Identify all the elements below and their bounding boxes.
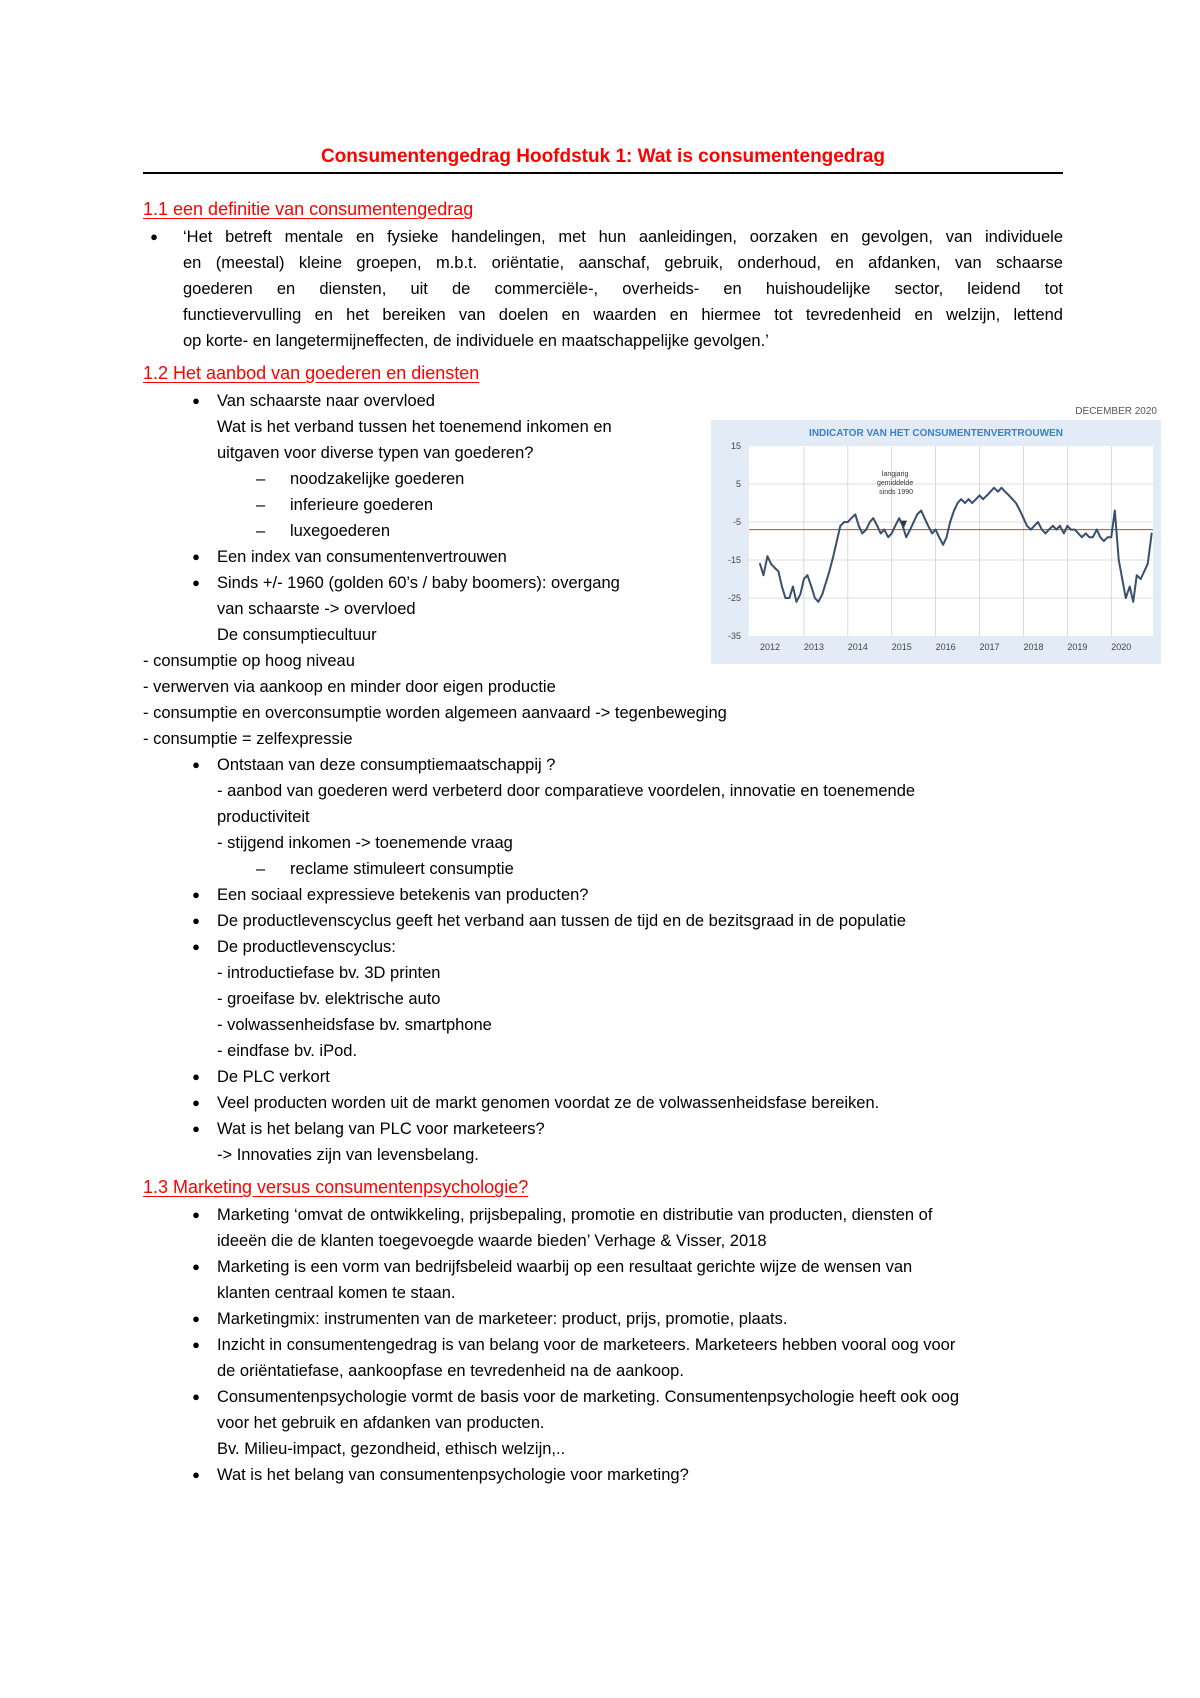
- bullet-icon: ●: [192, 575, 200, 590]
- data-point: [843, 521, 845, 523]
- data-point: [1088, 536, 1090, 538]
- data-point: [1023, 517, 1025, 519]
- x-tick-label: 2018: [1023, 642, 1044, 652]
- bullet-text: De consumptiecultuur: [217, 626, 377, 644]
- dash-icon: –: [256, 860, 266, 878]
- bullet-text: Consumentenpsychologie vormt de basis voor de marketing. Consumentenpsychologie heeft ook oog: [217, 1388, 960, 1406]
- data-point: [982, 498, 984, 500]
- bullet-text: - eindfase bv. iPod.: [217, 1042, 358, 1060]
- data-point: [850, 517, 852, 519]
- bullet-text: Ontstaan van deze consumptiemaatschappij ?: [217, 756, 556, 774]
- bullet-icon: ●: [192, 1259, 200, 1274]
- bullet-icon: ●: [192, 1095, 200, 1110]
- data-point: [1077, 533, 1079, 535]
- data-point: [825, 582, 827, 584]
- data-point: [1066, 525, 1068, 527]
- data-point: [1096, 529, 1098, 531]
- data-point: [1103, 540, 1105, 542]
- title-underline: [143, 172, 1063, 174]
- section-heading-1-1: 1.1 een definitie van consumentengedrag: [143, 199, 474, 219]
- chart-title: INDICATOR VAN HET CONSUMENTENVERTROUWEN: [809, 428, 1063, 439]
- data-point: [898, 517, 900, 519]
- bullet-text: Wat is het verband tussen het toenemend inkomen en: [217, 418, 612, 436]
- data-point: [799, 593, 801, 595]
- y-tick-label: -5: [732, 517, 741, 527]
- data-point: [832, 555, 834, 557]
- y-tick-label: 5: [735, 479, 741, 489]
- y-tick-label: 15: [730, 441, 741, 451]
- data-point: [847, 521, 849, 523]
- data-point: [1151, 533, 1153, 535]
- data-point: [1063, 533, 1065, 535]
- data-point: [953, 510, 955, 512]
- dash-line: - consumptie en overconsumptie worden algemeen aanvaard -> tegenbeweging: [143, 704, 727, 722]
- bullet-text: de oriëntatiefase, aankoopfase en tevredenheid na de aankoop.: [217, 1362, 684, 1380]
- section-heading-1-2: 1.2 Het aanbod van goederen en diensten: [143, 363, 480, 383]
- data-point: [949, 521, 951, 523]
- data-point: [807, 574, 809, 576]
- bullet-text: De productlevenscyclus:: [217, 938, 396, 956]
- data-point: [1136, 574, 1138, 576]
- data-point: [1034, 525, 1036, 527]
- data-point: [828, 571, 830, 573]
- data-point: [1008, 495, 1010, 497]
- data-point: [905, 536, 907, 538]
- data-point: [931, 533, 933, 535]
- definition-quote-line: functievervulling en het bereiken van doelen en waarden en hiermee tot tevredenheid en welzijn, lettend: [183, 306, 1063, 324]
- data-point: [817, 601, 819, 603]
- bullet-text: Van schaarste naar overvloed: [217, 392, 435, 410]
- data-point: [946, 536, 948, 538]
- dash-line: - verwerven via aankoop en minder door eigen productie: [143, 678, 556, 696]
- data-point: [1037, 521, 1039, 523]
- bullet-icon: ●: [192, 757, 200, 772]
- data-point: [796, 601, 798, 603]
- x-tick-label: 2019: [1067, 642, 1088, 652]
- bullet-text: - stijgend inkomen -> toenemende vraag: [217, 834, 513, 852]
- dash-icon: –: [256, 522, 266, 540]
- bullet-text: Sinds +/- 1960 (golden 60’s / baby boomers): overgang: [217, 574, 620, 592]
- sub-item: luxegoederen: [290, 522, 390, 540]
- bullet-text: Marketing ‘omvat de ontwikkeling, prijsbepaling, promotie en distributie van producten, diensten of: [217, 1206, 933, 1224]
- bullet-text: Veel producten worden uit de markt genomen voordat ze de volwassenheidsfase bereiken.: [217, 1094, 880, 1112]
- data-point: [927, 525, 929, 527]
- bullet-text: van schaarste -> overvloed: [217, 600, 416, 618]
- data-point: [1048, 529, 1050, 531]
- annotation-line: sinds 1990: [879, 489, 914, 496]
- y-tick-label: -15: [727, 555, 741, 565]
- data-point: [891, 533, 893, 535]
- bullet-text: voor het gebruik en afdanken van producten.: [217, 1414, 545, 1432]
- data-point: [861, 533, 863, 535]
- bullet-icon: ●: [192, 1337, 200, 1352]
- annotation-line: gemiddelde: [877, 480, 914, 487]
- bullet-icon: ●: [192, 1207, 200, 1222]
- data-point: [1129, 586, 1131, 588]
- data-point: [767, 555, 769, 557]
- data-point: [1118, 559, 1120, 561]
- definition-quote-line: op korte- en langetermijneffecten, de individuele en maatschappelijke gevolgen.’: [183, 332, 769, 350]
- data-point: [1030, 529, 1032, 531]
- chart-annotation: [877, 471, 915, 496]
- bullet-text: De productlevenscyclus geeft het verband aan tussen de tijd en de bezitsgraad in de populatie: [217, 912, 906, 930]
- bullet-text: klanten centraal komen te staan.: [217, 1284, 456, 1302]
- data-point: [1059, 525, 1061, 527]
- data-point: [1052, 525, 1054, 527]
- data-point: [1001, 487, 1003, 489]
- y-tick-label: -25: [727, 593, 741, 603]
- data-point: [759, 563, 761, 565]
- data-point: [979, 495, 981, 497]
- data-point: [1019, 510, 1021, 512]
- bullet-text: De PLC verkort: [217, 1068, 330, 1086]
- data-point: [880, 533, 882, 535]
- bullet-icon: ●: [192, 1311, 200, 1326]
- sub-item: inferieure goederen: [290, 496, 434, 514]
- data-point: [1004, 491, 1006, 493]
- data-point: [770, 563, 772, 565]
- data-point: [1026, 525, 1028, 527]
- data-point: [836, 540, 838, 542]
- data-point: [1107, 536, 1109, 538]
- data-point: [1147, 563, 1149, 565]
- bullet-text: Een sociaal expressieve betekenis van producten?: [217, 886, 589, 904]
- bullet-icon: ●: [192, 549, 200, 564]
- data-point: [997, 491, 999, 493]
- x-tick-label: 2014: [847, 642, 868, 652]
- definition-quote-line: en (meestal) kleine groepen, m.b.t. oriëntatie, aanschaf, gebruik, onderhoud, en afdanken, van schaarse: [183, 254, 1063, 272]
- chart-svg: [711, 402, 1161, 664]
- data-point: [854, 514, 856, 516]
- data-point: [763, 574, 765, 576]
- data-point: [938, 536, 940, 538]
- sub-item: reclame stimuleert consumptie: [290, 860, 514, 878]
- bullet-text: productiviteit: [217, 808, 310, 826]
- data-point: [883, 529, 885, 531]
- data-point: [792, 586, 794, 588]
- data-point: [916, 514, 918, 516]
- section-heading-1-3: 1.3 Marketing versus consumentenpsychologie?: [143, 1177, 529, 1197]
- bullet-text: -> Innovaties zijn van levensbelang.: [217, 1146, 479, 1164]
- data-point: [869, 521, 871, 523]
- data-point: [865, 529, 867, 531]
- chart-subtitle: DECEMBER 2020: [1075, 406, 1157, 417]
- bullet-icon: ●: [192, 1069, 200, 1084]
- data-point: [1143, 571, 1145, 573]
- data-point: [968, 498, 970, 500]
- data-point: [942, 544, 944, 546]
- bullet-text: Marketing is een vorm van bedrijfsbeleid waarbij op een resultaat gerichte wijze de wensen van: [217, 1258, 913, 1276]
- data-point: [814, 597, 816, 599]
- bullet-icon: ●: [192, 1467, 200, 1482]
- data-point: [1125, 597, 1127, 599]
- bullet-text: Een index van consumentenvertrouwen: [217, 548, 507, 566]
- data-point: [858, 525, 860, 527]
- bullet-icon: ●: [192, 939, 200, 954]
- consumer-confidence-chart: [711, 402, 1161, 664]
- data-point: [810, 586, 812, 588]
- definition-quote-line: ‘Het betreft mentale en fysieke handelingen, met hun aanleidingen, oorzaken en gevolgen, van individuele: [183, 228, 1063, 246]
- bullet-text: - aanbod van goederen werd verbeterd door comparatieve voordelen, innovatie en toenemende: [217, 782, 916, 800]
- data-point: [1015, 502, 1017, 504]
- bullet-text: Wat is het belang van PLC voor marketeers?: [217, 1120, 545, 1138]
- bullet-text: Inzicht in consumentengedrag is van belang voor de marketeers. Marketeers hebben vooral oog voor: [217, 1336, 956, 1354]
- x-tick-label: 2020: [1111, 642, 1132, 652]
- data-point: [990, 491, 992, 493]
- data-point: [1070, 529, 1072, 531]
- x-tick-label: 2017: [979, 642, 1000, 652]
- x-tick-label: 2012: [759, 642, 780, 652]
- data-point: [1012, 498, 1014, 500]
- data-point: [778, 571, 780, 573]
- data-point: [1110, 536, 1112, 538]
- bullet-text: - introductiefase bv. 3D printen: [217, 964, 441, 982]
- x-tick-label: 2016: [935, 642, 956, 652]
- plot-area: [749, 446, 1153, 636]
- definition-quote-line: goederen en diensten, uit de commerciële-, overheids- en huishoudelijke sector, leidend tot: [183, 280, 1063, 298]
- data-point: [781, 586, 783, 588]
- dash-icon: –: [256, 470, 266, 488]
- bullet-text: uitgaven voor diverse typen van goederen?: [217, 444, 534, 462]
- data-point: [993, 487, 995, 489]
- bullet-icon: ●: [192, 393, 200, 408]
- y-tick-label: -35: [727, 631, 741, 641]
- data-point: [876, 525, 878, 527]
- bullet-icon: ●: [192, 1121, 200, 1136]
- data-point: [1045, 533, 1047, 535]
- bullet-text: ideeën die de klanten toegevoegde waarde bieden’ Verhage & Visser, 2018: [217, 1232, 767, 1250]
- bullet-icon: ●: [150, 229, 158, 244]
- bullet-text: - volwassenheidsfase bv. smartphone: [217, 1016, 492, 1034]
- data-point: [894, 525, 896, 527]
- data-point: [872, 517, 874, 519]
- data-point: [986, 495, 988, 497]
- data-point: [924, 517, 926, 519]
- data-point: [920, 510, 922, 512]
- data-point: [913, 521, 915, 523]
- data-point: [1081, 536, 1083, 538]
- dash-icon: –: [256, 496, 266, 514]
- data-point: [1055, 529, 1057, 531]
- page-title: Consumentengedrag Hoofdstuk 1: Wat is consumentengedrag: [320, 146, 886, 167]
- data-point: [975, 498, 977, 500]
- dash-line: - consumptie op hoog niveau: [143, 652, 355, 670]
- x-tick-label: 2015: [891, 642, 912, 652]
- data-point: [887, 536, 889, 538]
- data-point: [789, 597, 791, 599]
- data-point: [839, 525, 841, 527]
- bullet-text: Wat is het belang van consumentenpsychologie voor marketing?: [217, 1466, 689, 1484]
- data-point: [964, 502, 966, 504]
- data-point: [1092, 536, 1094, 538]
- data-point: [785, 597, 787, 599]
- data-point: [909, 529, 911, 531]
- annotation-line: langjarig: [881, 471, 909, 478]
- data-point: [1085, 533, 1087, 535]
- bullet-text: - groeifase bv. elektrische auto: [217, 990, 441, 1008]
- data-point: [971, 502, 973, 504]
- data-point: [774, 567, 776, 569]
- data-point: [935, 529, 937, 531]
- data-point: [1099, 536, 1101, 538]
- data-point: [803, 578, 805, 580]
- data-point: [960, 498, 962, 500]
- bullet-text: Marketingmix: instrumenten van de marketeer: product, prijs, promotie, plaats.: [217, 1310, 788, 1328]
- data-point: [957, 502, 959, 504]
- data-point: [1121, 578, 1123, 580]
- data-point: [821, 593, 823, 595]
- bullet-icon: ●: [192, 887, 200, 902]
- sub-item: noodzakelijke goederen: [290, 470, 465, 488]
- bullet-text: Bv. Milieu-impact, gezondheid, ethisch welzijn,..: [217, 1440, 566, 1458]
- data-point: [1132, 601, 1134, 603]
- data-point: [1140, 578, 1142, 580]
- bullet-icon: ●: [192, 913, 200, 928]
- dash-line: - consumptie = zelfexpressie: [143, 730, 353, 748]
- data-point: [1074, 529, 1076, 531]
- bullet-icon: ●: [192, 1389, 200, 1404]
- x-tick-label: 2013: [803, 642, 824, 652]
- data-point: [1114, 510, 1116, 512]
- data-point: [1041, 529, 1043, 531]
